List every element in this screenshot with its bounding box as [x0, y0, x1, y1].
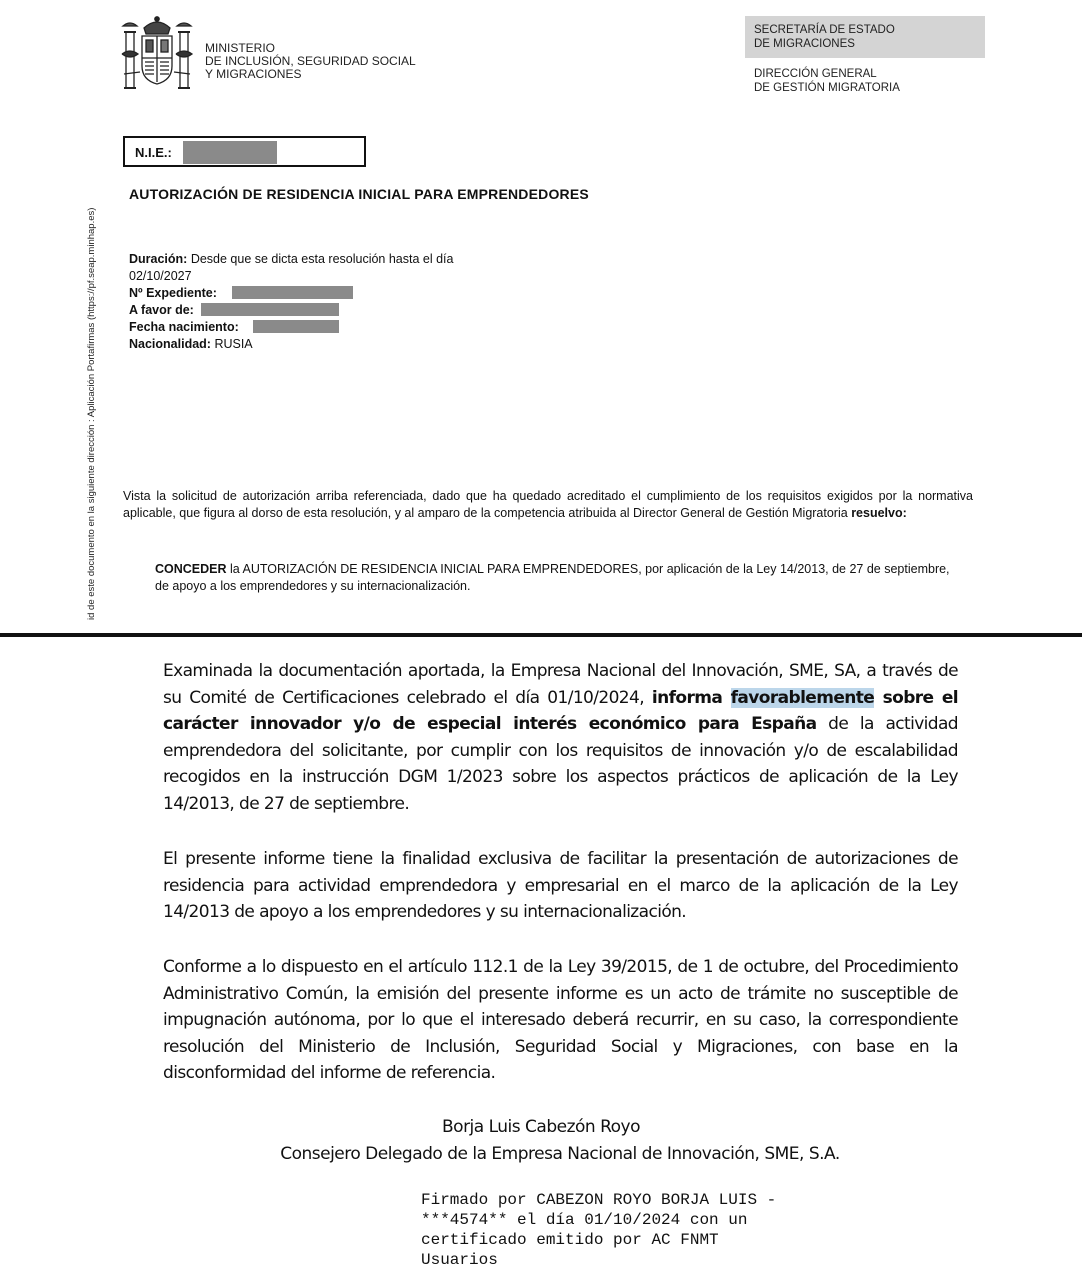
direccion-text [754, 68, 900, 95]
redaction-expediente [232, 286, 353, 299]
conceder-text: la AUTORIZACIÓN DE RESIDENCIA INICIAL PARA EMPRENDEDORES, por aplicación de la Ley 14/2013, de 27 de septiembre, de apoyo a los emprendedores y su internacionalización. [155, 562, 950, 593]
report-paragraph-1 [163, 658, 958, 817]
p1-bold-1: informa [651, 687, 731, 708]
p1-highlight: favorablemente [730, 687, 875, 708]
signer-name: Borja Luis Cabezón Royo [442, 1117, 640, 1137]
section-divider [0, 633, 1082, 637]
favor-label: A favor de: [129, 303, 194, 317]
ministry-line: DE INCLUSIÓN, SEGURIDAD SOCIAL [205, 54, 416, 68]
nacionalidad-label: Nacionalidad: [129, 337, 211, 351]
fecha-label: Fecha nacimiento: [129, 320, 239, 334]
firma-line: certificado emitido por AC FNMT [421, 1231, 719, 1249]
nacionalidad-row [129, 336, 253, 352]
firma-line: Firmado por CABEZON ROYO BORJA LUIS - [421, 1191, 777, 1209]
digital-signature-block [421, 1190, 776, 1270]
expediente-label: Nº Expediente: [129, 286, 217, 300]
redaction-nie [183, 141, 277, 164]
secretaria-line: SECRETARÍA DE ESTADO [754, 24, 895, 36]
conceder-label: CONCEDER [155, 562, 227, 576]
favor-row [129, 302, 194, 318]
ministry-line: MINISTERIO [205, 41, 276, 55]
secretaria-line: DE MIGRACIONES [754, 37, 855, 50]
firma-line: ***4574** el día 01/10/2024 con un [421, 1211, 748, 1229]
report-paragraph-2: El presente informe tiene la finalidad exclusiva de facilitar la presentación de autorizaciones de residencia para actividad emprendedora y empresarial en el marco de la aplicación de la Ley 14/2013 de apoyo a los emprendedores y su internacionalización. [163, 849, 958, 922]
conceder-paragraph [155, 561, 955, 594]
ministry-line: Y MIGRACIONES [205, 67, 302, 81]
duracion-date: 02/10/2027 [129, 269, 192, 283]
firma-line: Usuarios [421, 1251, 498, 1269]
redaction-favor [201, 303, 339, 316]
report-paragraph-3: Conforme a lo dispuesto en el artículo 112.1 de la Ley 39/2015, de 1 de octubre, del Procedimiento Administrativo Común, la emisión del presente informe es un acto de trámite no susceptible de impugnación autónoma, por lo que el interesado deberá recurrir, en su caso, la correspondiente resolución del Ministerio de Inclusión, Seguridad Social y Migraciones, con base en la disconformidad del informe de referencia. [163, 957, 958, 1083]
coat-of-arms-icon [120, 14, 194, 96]
redaction-fecha [253, 320, 339, 333]
signer-role: Consejero Delegado de la Empresa Nacional de Innovación, SME, S.A. [280, 1144, 840, 1164]
duracion-label: Duración: [129, 252, 188, 266]
direccion-line: DIRECCIÓN GENERAL [754, 68, 877, 80]
vista-paragraph [123, 488, 973, 521]
p1-text-b: de la actividad emprendedora del solicitante, por cumplir con los requisitos de innovación y/o de escalabilidad recogidos en la instrucción DGM 1/2023 sobre los aspectos prácticos de aplicación de la Ley 14/2013, de 27 de septiembre. [163, 714, 958, 814]
resuelvo-label: resuelvo: [851, 505, 907, 520]
vista-text: Vista la solicitud de autorización arriba referenciada, dado que ha quedado acreditado el cumplimiento de los requisitos exigidos por la normativa aplicable, que figura al dorso de esta resolución, y al amparo de la competencia atribuida al Director General de Gestión Migratoria [123, 489, 973, 520]
duracion-value: Desde que se dicta esta resolución hasta el día [187, 252, 454, 266]
direccion-line: DE GESTIÓN MIGRATORIA [754, 81, 900, 94]
document-title: AUTORIZACIÓN DE RESIDENCIA INICIAL PARA EMPRENDEDORES [129, 186, 589, 202]
nacionalidad-value: RUSIA [210, 337, 253, 351]
nie-label: N.I.E.: [135, 145, 172, 160]
ministry-name [205, 42, 416, 81]
secretaria-text [754, 24, 895, 51]
p1-text-a: Examinada la documentación aportada, la Empresa Nacional del Innovación, SME, SA, a través de su Comité de Certificaciones celebrado el día 01/10/2024, [163, 661, 958, 708]
fecha-row [129, 319, 239, 335]
duracion-row [129, 251, 453, 267]
p1-bold-2: sobre el carácter innovador y/o de especial interés económico para España [163, 687, 958, 734]
side-verification-note: id de este documento en la siguiente dirección : Aplicación Portafirmas (https://pf.seap.minhap.es) [86, 207, 97, 620]
expediente-row [129, 285, 217, 301]
